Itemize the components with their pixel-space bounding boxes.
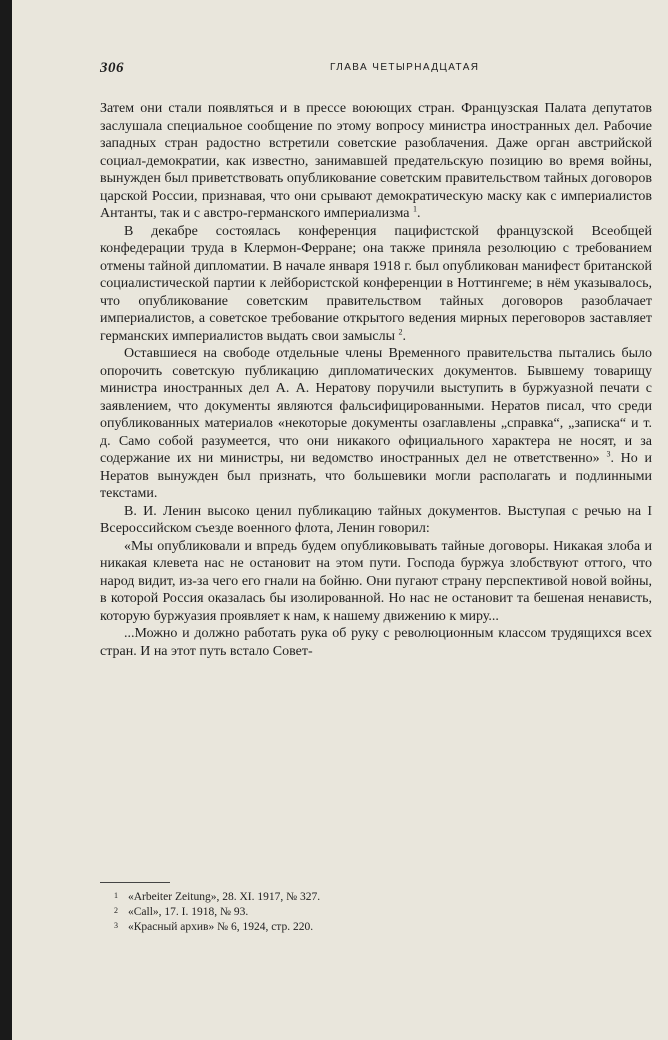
footnote-ref: 1 bbox=[412, 204, 417, 214]
footnote: 3 «Красный архив» № 6, 1924, стр. 220. bbox=[100, 920, 652, 935]
page-number: 306 bbox=[100, 60, 124, 76]
footnote: 1 «Arbeiter Zeitung», 28. XI. 1917, № 327. bbox=[100, 890, 652, 905]
footnotes bbox=[100, 890, 652, 935]
running-title: ГЛАВА ЧЕТЫРНАДЦАТАЯ bbox=[330, 62, 480, 73]
paragraph: Оставшиеся на свободе отдельные члены Временного правительства пытались было опорочить советскую публикацию дипломатических документов. Бывшему товарищу министра иностранных дел А. А. Нератову поручили выступить в буржуазной печати с заявлением, что документы являются фальсифицированными. Нератов писал, что среди опубликованных материалов «некоторые документы озаглавлены „справка“, „записка“ и т. д. Само собой разумеется, что они никакого официального характера не носят, и за содержание их ни министры, ни ведомство иностранных дел не ответственно» $^3$. Но и Нератов вынужден был признать, что большевики могли располагать и подлинными текстами. bbox=[100, 346, 653, 501]
footnote-mark: 3 bbox=[114, 921, 118, 930]
paragraph: Затем они стали появляться и в прессе воюющих стран. Французская Палата депутатов заслушала специальное сообщение по этому вопросу министра иностранных дел. Рабочие западных стран радостно встретили советские разоблачения. Даже орган австрийской социал-демократии, как известно, занимавшей предательскую позицию во время войны, вынужден был приветствовать опубликование советским правительством тайных договоров царской России, признавая, что они срывают демократическую маску как с империалистов Антанты, так и с австро-германского империализма $^1$. bbox=[100, 101, 652, 221]
footnote-separator bbox=[100, 882, 170, 883]
body-text bbox=[100, 100, 652, 660]
footnote-ref: 2 bbox=[398, 326, 403, 336]
footnote: 2 «Call», 17. I. 1918, № 93. bbox=[100, 905, 652, 920]
paragraph: В декабре состоялась конференция пацифистской французской Всеобщей конфедерации труда в Клермон-Ферране; она также приняла резолюцию с требованием отмены тайной дипломатии. В начале января 1918 г. был опубликован манифест британской социалистической партии к лейбористской конференции в Ноттингеме; в нём указывалось, что опубликование советским правительством тайных договоров разоблачает империалистов, а советское требование открытого ведения мирных переговоров заставляет германских империалистов выдать свои замыслы $^2$. bbox=[100, 223, 652, 344]
quote-paragraph: ...Можно и должно работать рука об руку с революционным классом трудящихся всех стран. И на этот путь встало Совет- bbox=[100, 626, 652, 659]
footnote-mark: 2 bbox=[114, 906, 118, 915]
quote-paragraph: «Мы опубликовали и впредь будем опубликовывать тайные договоры. Никакая злоба и никакая клевета нас не остановит на этом пути. Господа буржуа злобствуют оттого, что народ видит, из-за чего его гнали на бойню. Они пугают страну перспективой новой войны, в которой Россия оказалась бы изолированной. Но нас не остановит та бешеная ненависть, которую буржуазия проявляет к нам, к нашему движению к миру... bbox=[100, 538, 652, 624]
footnote-mark: 1 bbox=[114, 891, 118, 900]
page-header bbox=[100, 60, 652, 82]
footnote-ref: 3 bbox=[606, 449, 611, 459]
book-page bbox=[12, 0, 668, 1040]
paragraph: В. И. Ленин высоко ценил публикацию тайных документов. Выступая с речью на I Всероссийском съезде военного флота, Ленин говорил: bbox=[100, 503, 652, 536]
